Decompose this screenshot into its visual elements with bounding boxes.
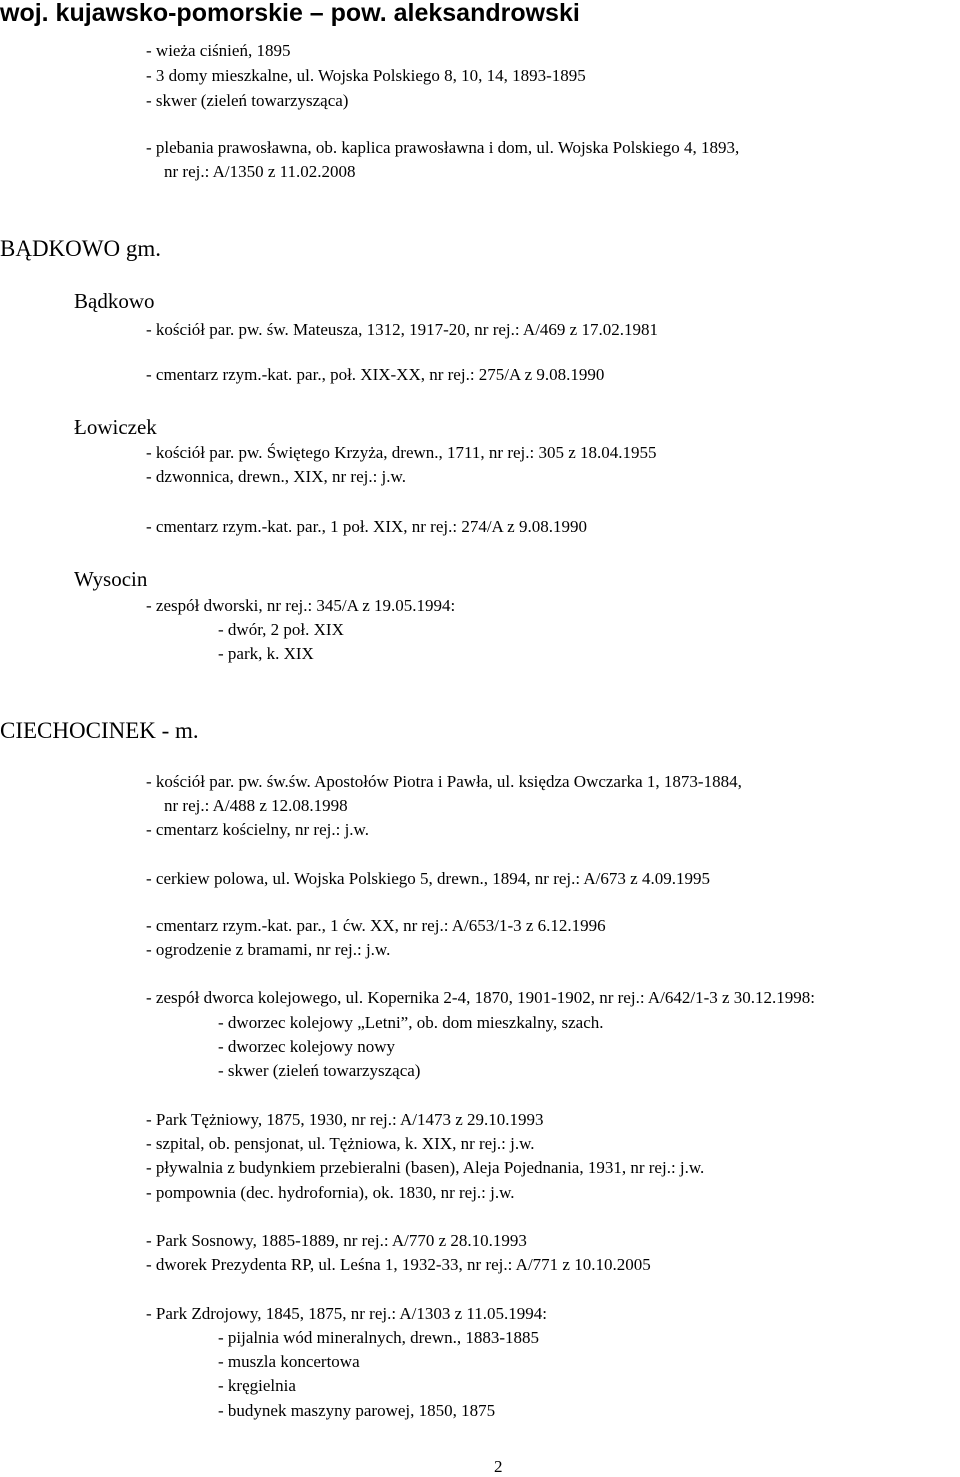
locality-heading: Łowiczek — [74, 415, 157, 439]
entry-line: - dzwonnica, drewn., XIX, nr rej.: j.w. — [146, 467, 406, 486]
entry-line: - szpital, ob. pensjonat, ul. Tężniowa, k. XIX, nr rej.: j.w. — [146, 1134, 535, 1153]
entry-line: - dwór, 2 poł. XIX — [218, 620, 344, 639]
entry-line: nr rej.: A/1350 z 11.02.2008 — [164, 162, 356, 181]
entry-line: - dworzec kolejowy nowy — [218, 1037, 396, 1056]
locality-heading: Wysocin — [74, 567, 148, 591]
entry-line: - ogrodzenie z bramami, nr rej.: j.w. — [146, 940, 391, 959]
entry-line: - zespół dworski, nr rej.: 345/A z 19.05.1994: — [146, 596, 456, 615]
entry-line: - cerkiew polowa, ul. Wojska Polskiego 5, drewn., 1894, nr rej.: A/673 z 4.09.1995 — [146, 869, 710, 888]
entry-line: - Park Tężniowy, 1875, 1930, nr rej.: A/1473 z 29.10.1993 — [146, 1110, 544, 1129]
entry-line: - dworzec kolejowy „Letni”, ob. dom mieszkalny, szach. — [218, 1013, 604, 1032]
page-number: 2 — [494, 1457, 503, 1476]
entry-line: - kościół par. pw. Świętego Krzyża, drewn., 1711, nr rej.: 305 z 18.04.1955 — [146, 443, 657, 462]
entry-line: - Park Zdrojowy, 1845, 1875, nr rej.: A/1303 z 11.05.1994: — [146, 1304, 548, 1323]
page-header: woj. kujawsko-pomorskie – pow. aleksandrowski — [0, 0, 580, 27]
locality-heading: Bądkowo — [74, 289, 155, 313]
entry-line: - muszla koncertowa — [218, 1352, 360, 1371]
entry-line: - kościół par. pw. św. Mateusza, 1312, 1917-20, nr rej.: A/469 z 17.02.1981 — [146, 320, 658, 339]
entry-line: - cmentarz rzym.-kat. par., poł. XIX-XX, nr rej.: 275/A z 9.08.1990 — [146, 365, 605, 384]
entry-line: - zespół dworca kolejowego, ul. Kopernika 2-4, 1870, 1901-1902, nr rej.: A/642/1-3 z 30.12.1998: — [146, 988, 816, 1007]
entry-line: - Park Sosnowy, 1885-1889, nr rej.: A/770 z 28.10.1993 — [146, 1231, 527, 1250]
entry-line: - kręgielnia — [218, 1376, 296, 1395]
entry-line: - pływalnia z budynkiem przebieralni (basen), Aleja Pojednania, 1931, nr rej.: j.w. — [146, 1158, 705, 1177]
entry-line: nr rej.: A/488 z 12.08.1998 — [164, 796, 348, 815]
entry-line: - park, k. XIX — [218, 644, 314, 663]
entry-line: - cmentarz rzym.-kat. par., 1 ćw. XX, nr rej.: A/653/1-3 z 6.12.1996 — [146, 916, 606, 935]
entry-line: - plebania prawosławna, ob. kaplica prawosławna i dom, ul. Wojska Polskiego 4, 1893, — [146, 138, 740, 157]
entry-line: - kościół par. pw. św.św. Apostołów Piotra i Pawła, ul. księdza Owczarka 1, 1873-1884, — [146, 772, 742, 791]
entry-line: - pompownia (dec. hydrofornia), ok. 1830, nr rej.: j.w. — [146, 1183, 515, 1202]
entry-line: - 3 domy mieszkalne, ul. Wojska Polskiego 8, 10, 14, 1893-1895 — [146, 66, 586, 85]
entry-line: - cmentarz kościelny, nr rej.: j.w. — [146, 820, 369, 839]
municipality-heading: BĄDKOWO gm. — [0, 236, 161, 261]
entry-line: - pijalnia wód mineralnych, drewn., 1883-1885 — [218, 1328, 540, 1347]
entry-line: - skwer (zieleń towarzysząca) — [146, 91, 349, 110]
entry-line: - skwer (zieleń towarzysząca) — [218, 1061, 421, 1080]
entry-line: - wieża ciśnień, 1895 — [146, 41, 291, 60]
entry-line: - cmentarz rzym.-kat. par., 1 poł. XIX, nr rej.: 274/A z 9.08.1990 — [146, 517, 587, 536]
entry-line: - budynek maszyny parowej, 1850, 1875 — [218, 1401, 496, 1420]
municipality-heading: CIECHOCINEK - m. — [0, 718, 199, 743]
entry-line: - dworek Prezydenta RP, ul. Leśna 1, 1932-33, nr rej.: A/771 z 10.10.2005 — [146, 1255, 651, 1274]
